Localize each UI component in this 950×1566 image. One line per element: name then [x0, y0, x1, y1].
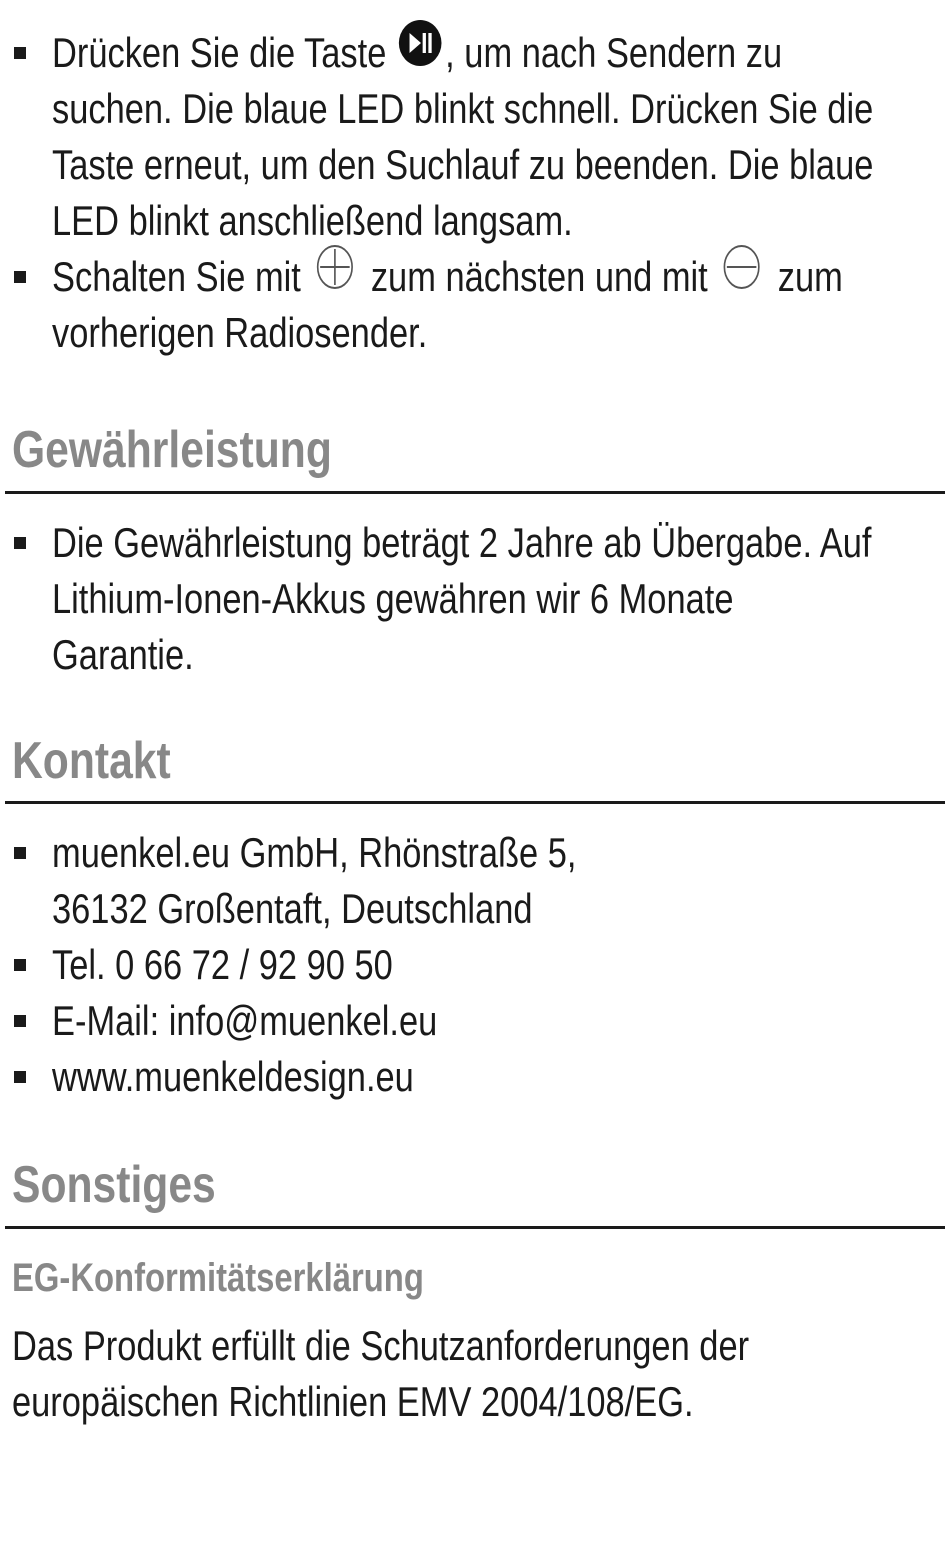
warranty-list [0, 515, 950, 683]
bullet-icon [14, 847, 26, 859]
instruction-text: Taste erneut, um den Suchlauf zu beenden. Die blaue [52, 141, 874, 188]
misc-heading: Sonstiges [12, 1156, 216, 1214]
plus-circle-icon [315, 243, 354, 291]
list-item [0, 825, 950, 937]
instruction-text: vorherigen Radiosender. [52, 309, 428, 356]
instruction-text: suchen. Die blaue LED blinkt schnell. Drücken Sie die [52, 85, 874, 132]
contact-email: E-Mail: info@muenkel.eu [52, 997, 438, 1044]
instruction-text: zum [768, 253, 843, 300]
conformity-text: Das Produkt erfüllt die Schutzanforderungen der europäischen Richtlinien EMV 2004/108/EG. [12, 1322, 750, 1425]
contact-heading: Kontakt [12, 732, 171, 790]
bullet-icon [14, 47, 26, 59]
contact-list [0, 825, 950, 1105]
instruction-text: Schalten Sie mit [52, 253, 311, 300]
list-item [0, 937, 950, 993]
warranty-heading: Gewährleistung [12, 421, 332, 479]
instruction-text: LED blinkt anschließend langsam. [52, 197, 573, 244]
minus-circle-icon [722, 243, 761, 291]
instruction-text: , um nach Sendern zu [445, 29, 783, 76]
bullet-icon [14, 959, 26, 971]
play-pause-icon [398, 19, 444, 69]
list-item [0, 515, 950, 683]
list-item [0, 993, 950, 1049]
list-item [0, 1049, 950, 1105]
contact-address: 36132 Großentaft, Deutschland [52, 885, 533, 932]
bullet-icon [14, 1015, 26, 1027]
bullet-icon [14, 271, 26, 283]
warranty-text: Die Gewährleistung beträgt 2 Jahre ab Übergabe. Auf [52, 519, 872, 566]
radio-instructions-list [0, 25, 950, 361]
section-divider [5, 801, 945, 804]
warranty-text: Garantie. [52, 631, 194, 678]
section-divider [5, 1226, 945, 1229]
conformity-heading: EG-Konformitätserklärung [12, 1256, 424, 1300]
list-item [0, 249, 950, 361]
list-item [0, 25, 950, 249]
instruction-text: zum nächsten und mit [361, 253, 718, 300]
contact-address: muenkel.eu GmbH, Rhönstraße 5, [52, 829, 577, 876]
warranty-text: Lithium-Ionen-Akkus gewähren wir 6 Monate [52, 575, 734, 622]
contact-website: www.muenkeldesign.eu [52, 1053, 414, 1100]
bullet-icon [14, 1071, 26, 1083]
contact-phone: Tel. 0 66 72 / 92 90 50 [52, 941, 393, 988]
section-divider [5, 491, 945, 494]
bullet-icon [14, 537, 26, 549]
instruction-text: Drücken Sie die Taste [52, 29, 396, 76]
